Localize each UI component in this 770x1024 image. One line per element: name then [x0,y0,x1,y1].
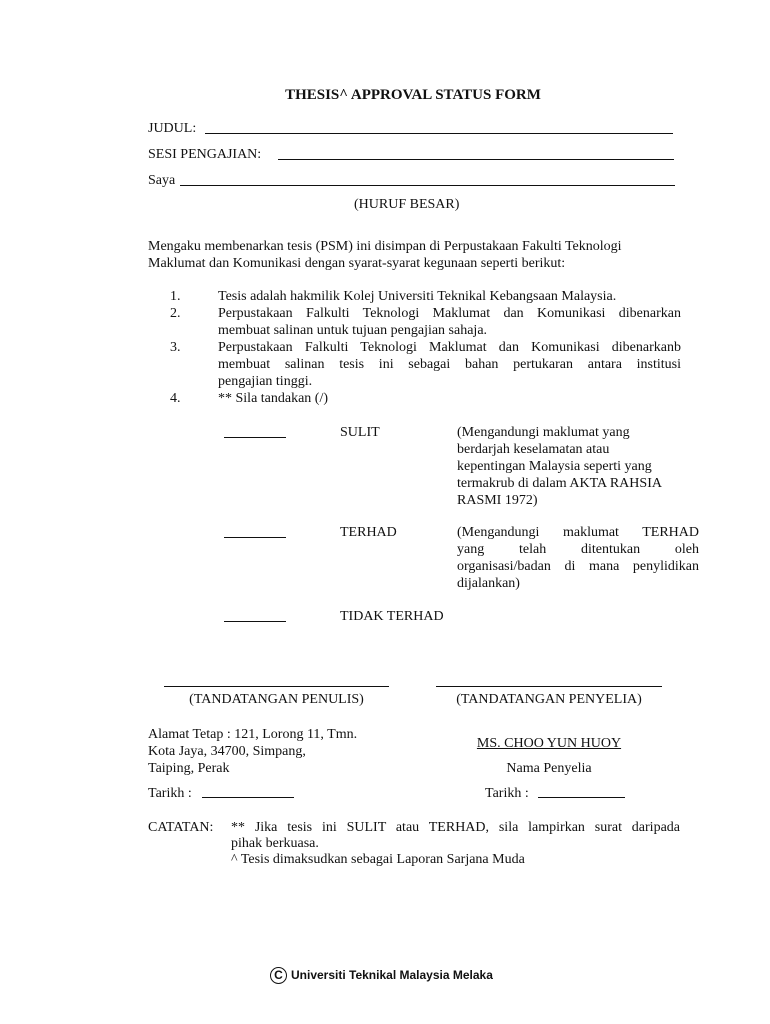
condition-text: ** Sila tandakan (/) [218,391,329,406]
condition-text: membuat salinan tesis ini sebagai bahan pertukaran antara institusi [218,357,681,372]
supervisor-name: MS. CHOO YUN HUOY [476,736,622,751]
option-label-tidak-terhad: TIDAK TERHAD [340,609,444,624]
supervisor-signature-line[interactable] [436,686,662,687]
option-desc: berdarjah keselamatan atau [457,442,610,457]
address-line-2: Kota Jaya, 34700, Simpang, [148,744,306,759]
notes-label: CATATAN: [148,820,214,835]
supervisor-date-label: Tarikh : [485,786,529,801]
option-desc: (Mengandungi maklumat TERHAD [457,525,699,540]
condition-text: membuat salinan untuk tujuan pengajian sahaja. [218,323,488,338]
address-line-1: Alamat Tetap : 121, Lorong 11, Tmn. [148,727,358,742]
option-label-terhad: TERHAD [340,525,397,540]
option-desc: termakrub di dalam AKTA RAHSIA [457,476,662,491]
saya-label: Saya [148,173,176,188]
supervisor-signature-label: (TANDATANGAN PENYELIA) [456,692,642,707]
writer-signature-label: (TANDATANGAN PENULIS) [189,692,364,707]
tidak-terhad-checkbox-line[interactable] [224,621,286,622]
option-desc: kepentingan Malaysia seperti yang [457,459,652,474]
option-desc: yang telah ditentukan oleh [457,542,699,557]
terhad-checkbox-line[interactable] [224,537,286,538]
condition-text: pengajian tinggi. [218,374,313,389]
university-name: Universiti Teknikal Malaysia Melaka [291,968,493,982]
sesi-pengajian-label: SESI PENGAJIAN: [148,147,262,162]
judul-field-line[interactable] [205,133,673,134]
intro-line-1: Mengaku membenarkan tesis (PSM) ini disimpan di Perpustakaan Fakulti Teknologi [148,239,622,254]
option-label-sulit: SULIT [340,425,380,440]
writer-signature-line[interactable] [164,686,389,687]
condition-number: 4. [170,391,181,406]
judul-label: JUDUL: [148,121,197,136]
condition-text: Perpustakaan Falkulti Teknologi Maklumat dan Komunikasi dibenarkanb [218,340,681,355]
notes-line-3: ^ Tesis dimaksudkan sebagai Laporan Sarjana Muda [231,852,525,867]
condition-number: 1. [170,289,181,304]
notes-line-1: ** Jika tesis ini SULIT atau TERHAD, sila lampirkan surat daripada [231,820,680,835]
condition-text: Tesis adalah hakmilik Kolej Universiti Teknikal Kebangsaan Malaysia. [218,289,617,304]
writer-date-label: Tarikh : [148,786,192,801]
writer-date-field-line[interactable] [202,797,294,798]
university-footer [270,964,500,986]
sulit-checkbox-line[interactable] [224,437,286,438]
condition-number: 2. [170,306,181,321]
condition-text: Perpustakaan Falkulti Teknologi Maklumat dan Komunikasi dibenarkan [218,306,681,321]
option-desc: organisasi/badan di mana penylidikan [457,559,699,574]
supervisor-role: Nama Penyelia [506,761,592,776]
supervisor-date-field-line[interactable] [538,797,625,798]
notes-line-2: pihak berkuasa. [231,836,319,851]
condition-number: 3. [170,340,181,355]
saya-field-line[interactable] [180,185,675,186]
option-desc: (Mengandungi maklumat yang [457,425,630,440]
address-line-3: Taiping, Perak [148,761,230,776]
copyright-icon: C [270,967,287,984]
huruf-besar-hint: (HURUF BESAR) [354,197,460,212]
form-title: THESIS^ APPROVAL STATUS FORM [285,87,541,103]
option-desc: dijalankan) [457,576,520,591]
sesi-pengajian-field-line[interactable] [278,159,674,160]
intro-line-2: Maklumat dan Komunikasi dengan syarat-syarat kegunaan seperti berikut: [148,256,566,271]
option-desc: RASMI 1972) [457,493,538,508]
